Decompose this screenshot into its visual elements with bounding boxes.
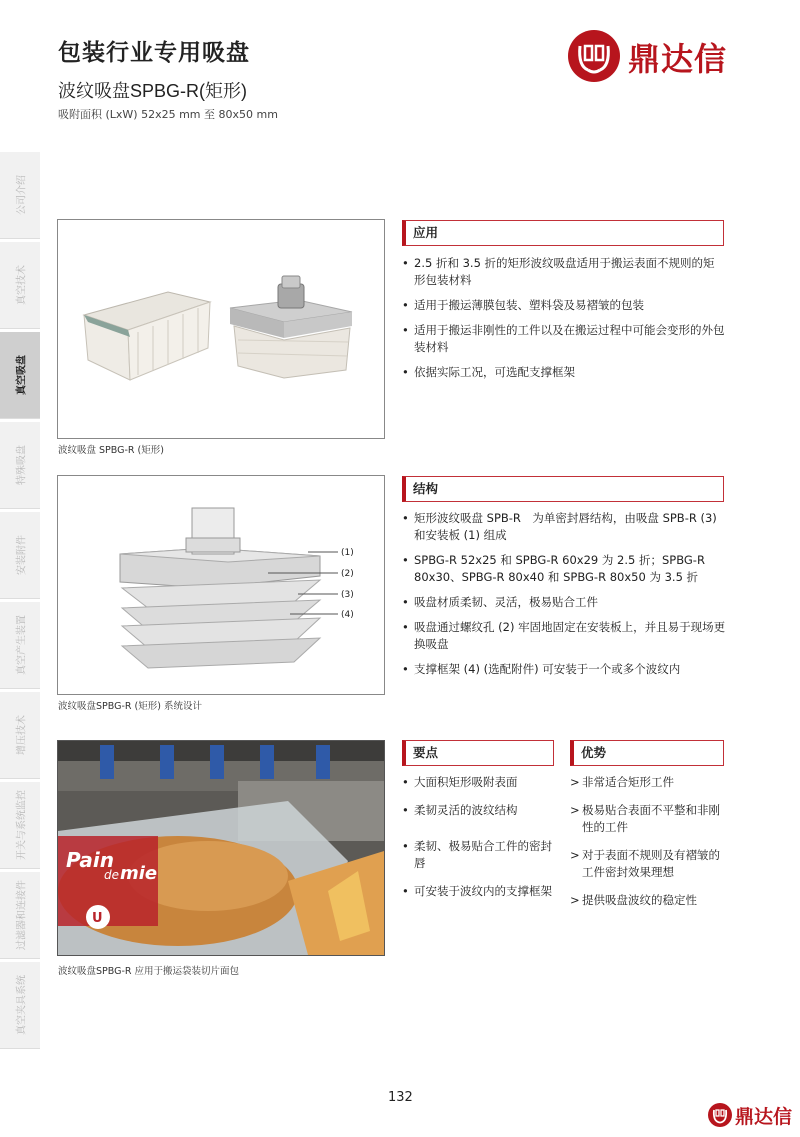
list-item: • SPBG-R 52x25 和 SPBG-R 60x29 为 2.5 折；SPBG-R 80x30、SPBG-R 80x40 和 SPBG-R 80x50 为 3.5 折 [402, 552, 728, 586]
subtitle-model: SPBG-R(矩形) [130, 81, 247, 101]
structure-list [402, 510, 728, 686]
subtitle-prefix: 波纹吸盘 [58, 81, 130, 102]
list-item: • 吸盘材质柔韧、灵活，极易贴合工件 [402, 594, 728, 611]
right-suction-cup-icon [230, 276, 352, 378]
list-item: • 大面积矩形吸附表面 [402, 774, 552, 791]
figure-caption: 波纹吸盘SPBG-R 应用于搬运袋装切片面包 [58, 966, 240, 977]
brand-logo [568, 28, 758, 84]
key-points-heading: 要点 [402, 740, 554, 766]
suction-area-range: 吸附面积 (LxW) 52x25 mm 至 80x50 mm [58, 108, 278, 121]
brand-mark-icon [568, 30, 620, 82]
system-design-diagram [58, 476, 384, 694]
bag-text-de: de [104, 868, 119, 882]
figure-caption: 波纹吸盘SPBG-R (矩形) 系统设计 [58, 701, 202, 712]
side-tab-active[interactable]: 真空吸盘 [0, 332, 40, 419]
key-points-list [402, 774, 552, 908]
side-tab[interactable]: 真空夹具系统 [0, 962, 40, 1049]
page-number: 132 [388, 1090, 413, 1105]
diagram-label-3: (3) [341, 590, 354, 600]
product-subtitle [58, 77, 247, 103]
figure-caption: 波纹吸盘 SPBG-R (矩形) [58, 445, 164, 456]
brand-name: 鼎达信 [735, 1106, 793, 1128]
system-design-frame [57, 475, 385, 695]
application-photo-frame [57, 740, 385, 956]
suction-cup-illustration [58, 220, 384, 438]
diagram-label-2: (2) [341, 569, 354, 579]
bag-text-pain: Pain [66, 848, 114, 872]
bag-text-u: U [92, 911, 103, 926]
side-tab[interactable]: 开关与系统监控 [0, 782, 40, 869]
side-tab[interactable]: 公司介绍 [0, 152, 40, 239]
diagram-label-1: (1) [341, 548, 354, 558]
list-item: > 对于表面不规则及有褶皱的工件密封效果理想 [570, 847, 730, 881]
side-tab-nav [0, 152, 40, 1052]
list-item: • 2.5 折和 3.5 折的矩形波纹吸盘适用于搬运表面不规则的矩形包装材料 [402, 255, 726, 289]
bag-text-mie: mie [120, 863, 158, 884]
advantages-list [570, 774, 730, 917]
list-item: • 支撑框架 (4) (选配附件) 可安装于一个或多个波纹内 [402, 661, 728, 678]
brand-mark-icon [708, 1103, 732, 1127]
bread-handling-photo [58, 741, 384, 955]
application-list [402, 255, 726, 389]
list-item: • 矩形波纹吸盘 SPB-R 为单密封唇结构，由吸盘 SPB-R (3) 和安装板 (1) 组成 [402, 510, 728, 544]
side-tab[interactable]: 特殊吸盘 [0, 422, 40, 509]
side-tab[interactable]: 过滤器和连接件 [0, 872, 40, 959]
list-item: • 适用于搬运薄膜包装、塑料袋及易褶皱的包装 [402, 297, 726, 314]
application-heading: 应用 [402, 220, 724, 246]
list-item: > 极易贴合表面不平整和非刚性的工件 [570, 802, 730, 836]
side-tab[interactable]: 安装附件 [0, 512, 40, 599]
list-item: > 非常适合矩形工件 [570, 774, 730, 791]
list-item: • 依据实际工况，可选配支撑框架 [402, 364, 726, 381]
advantages-heading: 优势 [570, 740, 724, 766]
side-tab[interactable]: 真空技术 [0, 242, 40, 329]
list-item: > 提供吸盘波纹的稳定性 [570, 892, 730, 909]
list-item: • 可安装于波纹内的支撑框架 [402, 883, 552, 900]
list-item: • 柔韧、极易贴合工件的密封唇 [402, 838, 552, 872]
list-item: • 适用于搬运非刚性的工件以及在搬运过程中可能会变形的外包装材料 [402, 322, 726, 356]
brand-name: 鼎达信 [628, 40, 728, 78]
structure-heading: 结构 [402, 476, 724, 502]
footer-brand-logo [708, 1102, 794, 1128]
list-item: • 吸盘通过螺纹孔 (2) 牢固地固定在安装板上，并且易于现场更换吸盘 [402, 619, 728, 653]
diagram-label-4: (4) [341, 610, 354, 620]
left-suction-cup-icon [84, 292, 210, 380]
list-item: • 柔韧灵活的波纹结构 [402, 802, 552, 819]
product-photo-frame [57, 219, 385, 439]
side-tab[interactable]: 真空产生装置 [0, 602, 40, 689]
page-title: 包装行业专用吸盘 [58, 40, 250, 66]
side-tab[interactable]: 增压技术 [0, 692, 40, 779]
